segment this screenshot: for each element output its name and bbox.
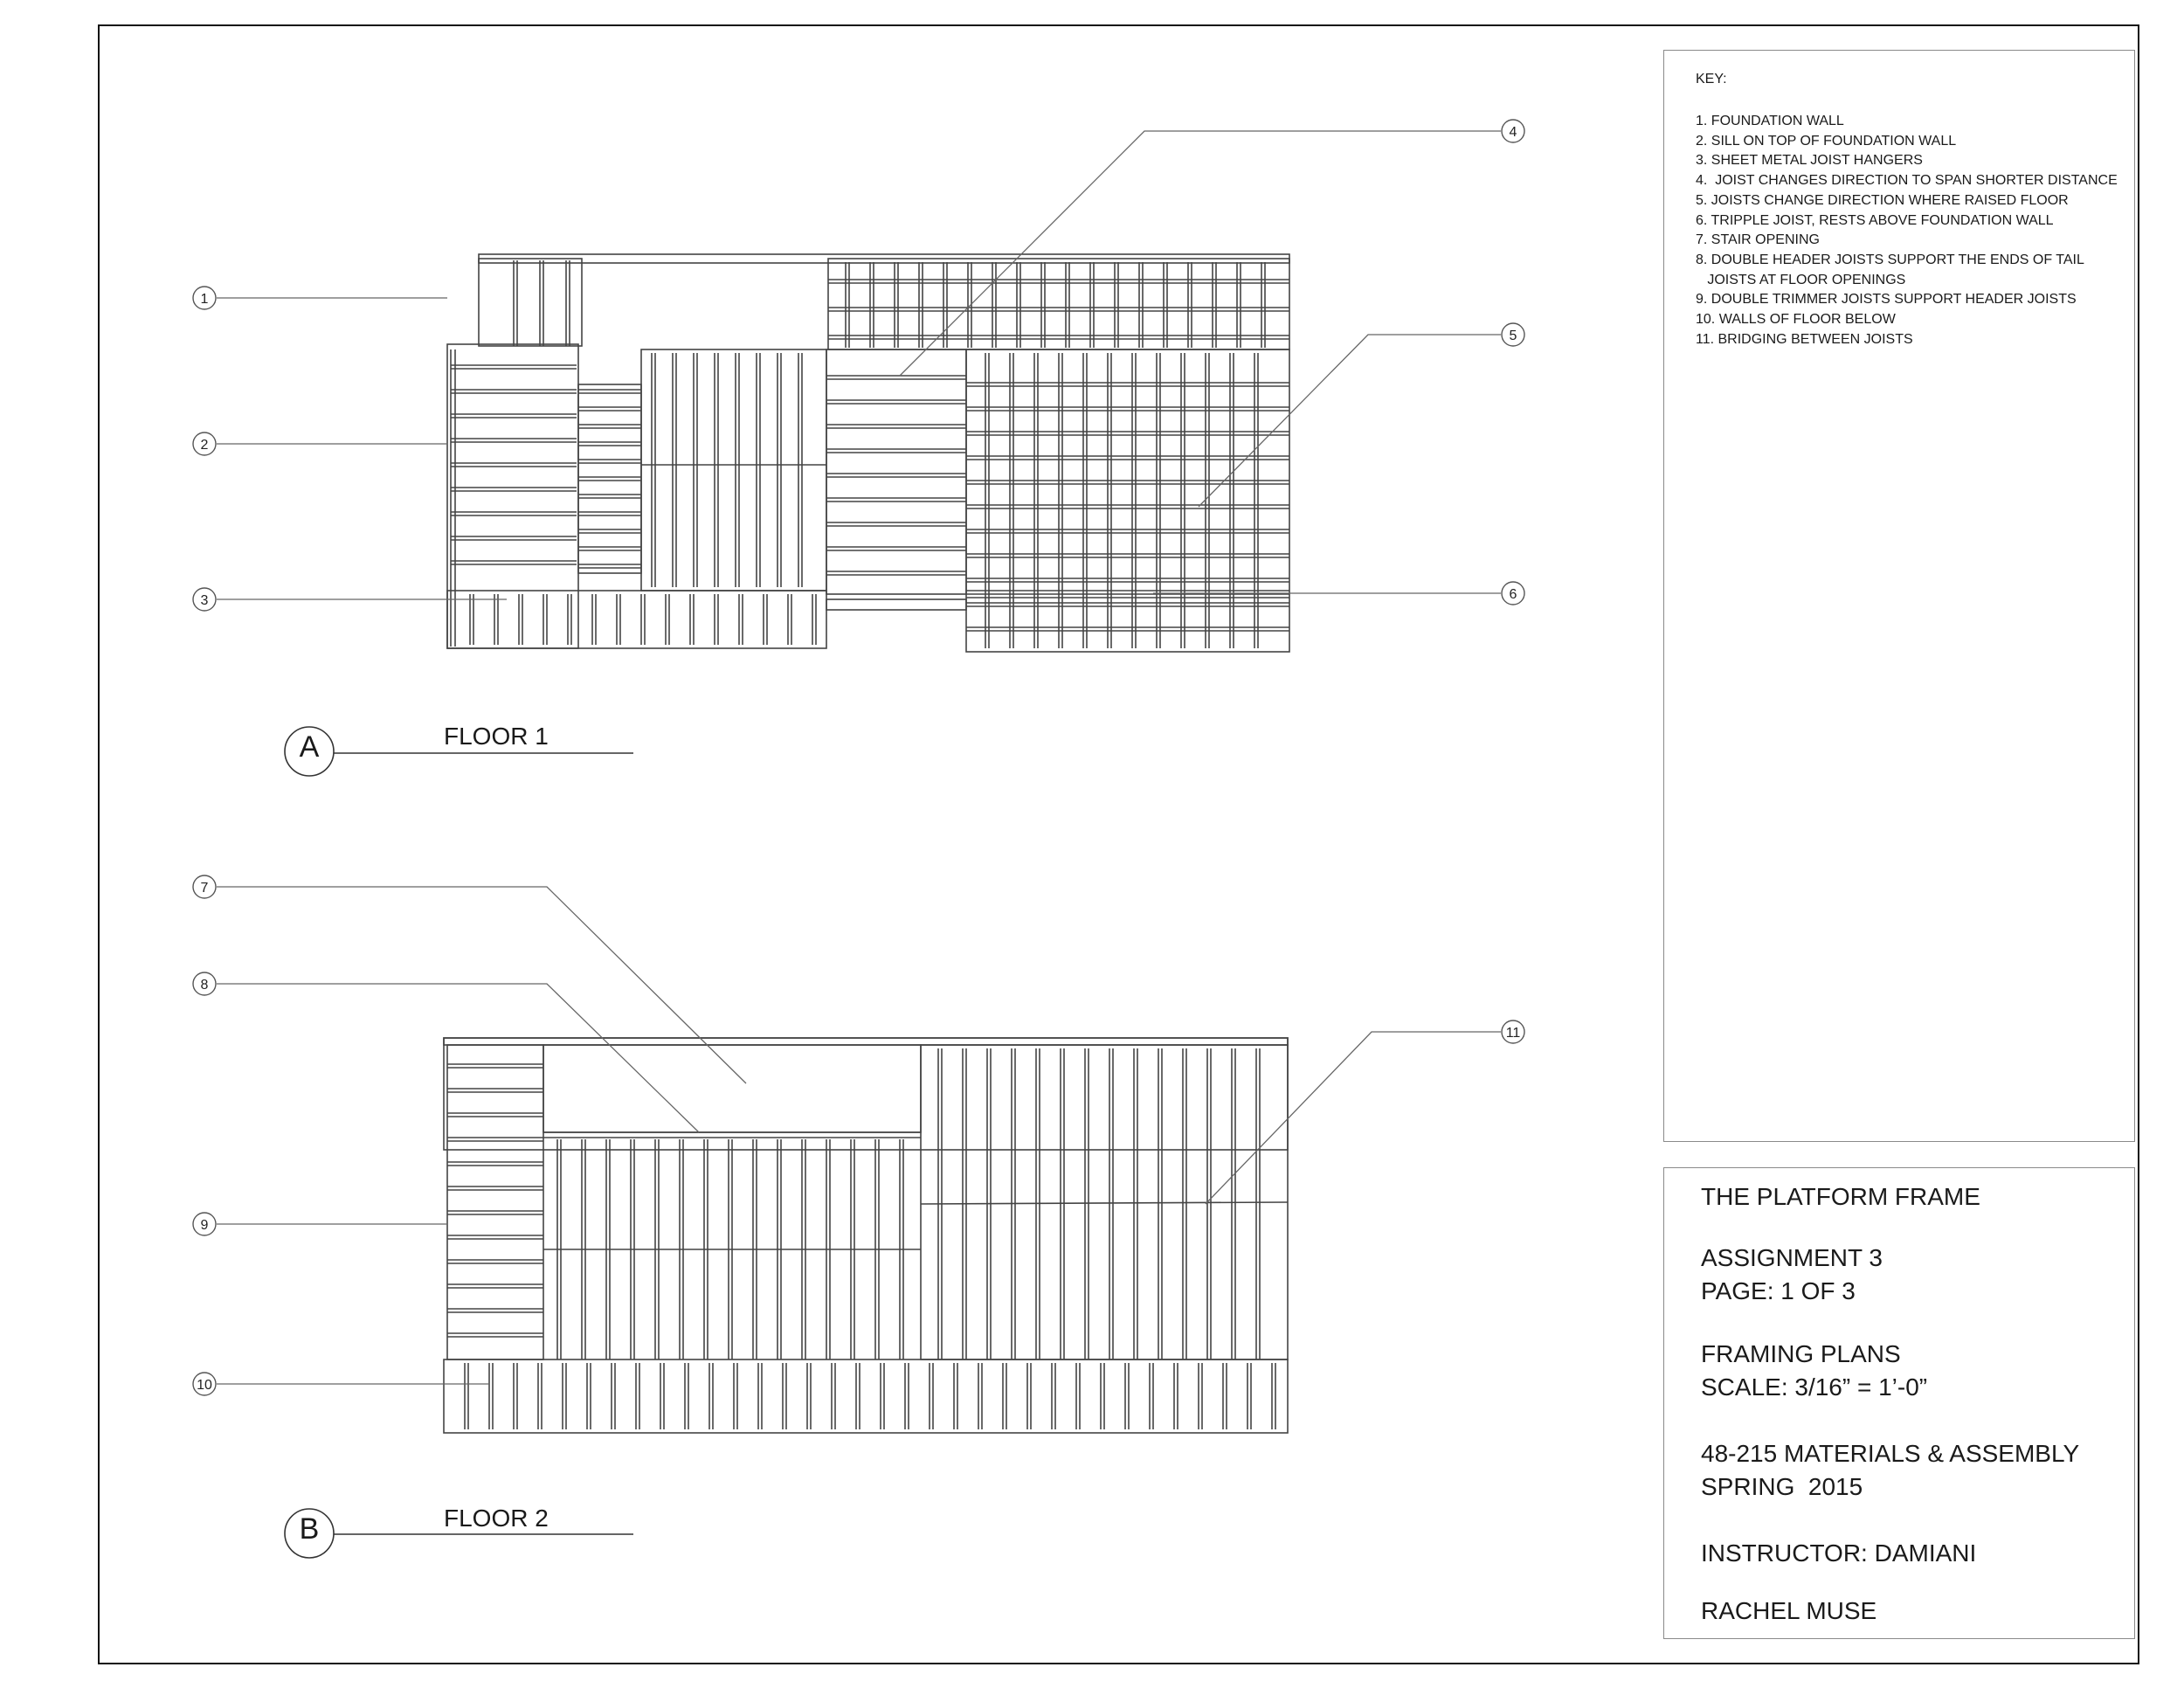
callout-number: 11 [1505,1026,1521,1041]
key-item: 6. TRIPPLE JOIST, RESTS ABOVE FOUNDATION WALL [1696,212,2054,228]
leader-line [1206,1032,1501,1204]
page-number: PAGE: 1 OF 3 [1701,1277,1856,1304]
floor-1-framing-plan [447,254,1289,652]
callout-number: 1 [200,292,209,307]
callout-number: 10 [197,1378,212,1393]
triple-joist [826,599,966,610]
key-panel [1663,50,2135,1142]
key-item: 7. STAIR OPENING [1696,232,1820,248]
key-item: 8. DOUBLE HEADER JOISTS SUPPORT THE ENDS OF TAIL [1696,252,2084,267]
project-title: THE PLATFORM FRAME [1701,1183,1980,1210]
callout-number: 8 [200,978,209,993]
leader-line [217,887,746,1083]
key-item: 2. SILL ON TOP OF FOUNDATION WALL [1696,133,1957,149]
key-item: 5. JOISTS CHANGE DIRECTION WHERE RAISED FLOOR [1696,192,2069,208]
stair-strip [578,384,641,573]
key-item: 1. FOUNDATION WALL [1696,114,1844,128]
key-item: 10. WALLS OF FLOOR BELOW [1696,312,1896,328]
callout-number: 6 [1509,587,1517,602]
bridging [921,1202,1288,1204]
floor-1-label: FLOOR 1 [444,723,549,750]
south-bay [444,1359,1288,1433]
section-letter-a: A [299,730,320,764]
callout-number: 5 [1509,329,1517,343]
course-label: 48-215 MATERIALS & ASSEMBLY [1701,1440,2080,1467]
key-list [1696,112,2118,349]
term-label: SPRING 2015 [1701,1473,1863,1500]
callout-number: 3 [200,593,209,608]
rim-joist-top [444,1038,1288,1045]
callout-number: 4 [1509,125,1517,140]
title-block [1663,1167,2135,1639]
leader-line [217,984,699,1132]
assignment-label: ASSIGNMENT 3 [1701,1244,1883,1271]
rim-joist [444,1038,1288,1150]
key-item: 9. DOUBLE TRIMMER JOISTS SUPPORT HEADER JOISTS [1696,292,2077,308]
floor-2-label: FLOOR 2 [444,1505,549,1532]
callout-number: 2 [200,438,209,453]
floor-2-framing-plan [444,1038,1288,1433]
key-title: KEY: [1696,72,1727,86]
drawing-title: FRAMING PLANS [1701,1340,1901,1367]
scale-label: SCALE: 3/16” = 1’-0” [1701,1373,1928,1401]
callout-number: 9 [200,1218,209,1233]
key-item: 11. BRIDGING BETWEEN JOISTS [1696,331,1913,347]
author-label: RACHEL MUSE [1701,1597,1877,1624]
section-letter-b: B [299,1512,320,1546]
key-item: 3. SHEET METAL JOIST HANGERS [1696,153,1923,169]
key-item: 4. JOIST CHANGES DIRECTION TO SPAN SHORTER DISTANCE [1696,173,2118,189]
middle-bay [826,349,966,594]
instructor-label: INSTRUCTOR: DAMIANI [1701,1539,1977,1567]
callout-number: 7 [200,881,209,896]
key-item: JOISTS AT FLOOR OPENINGS [1696,272,1906,287]
callout-leaders [217,131,1501,1384]
stair-opening [543,1045,921,1132]
